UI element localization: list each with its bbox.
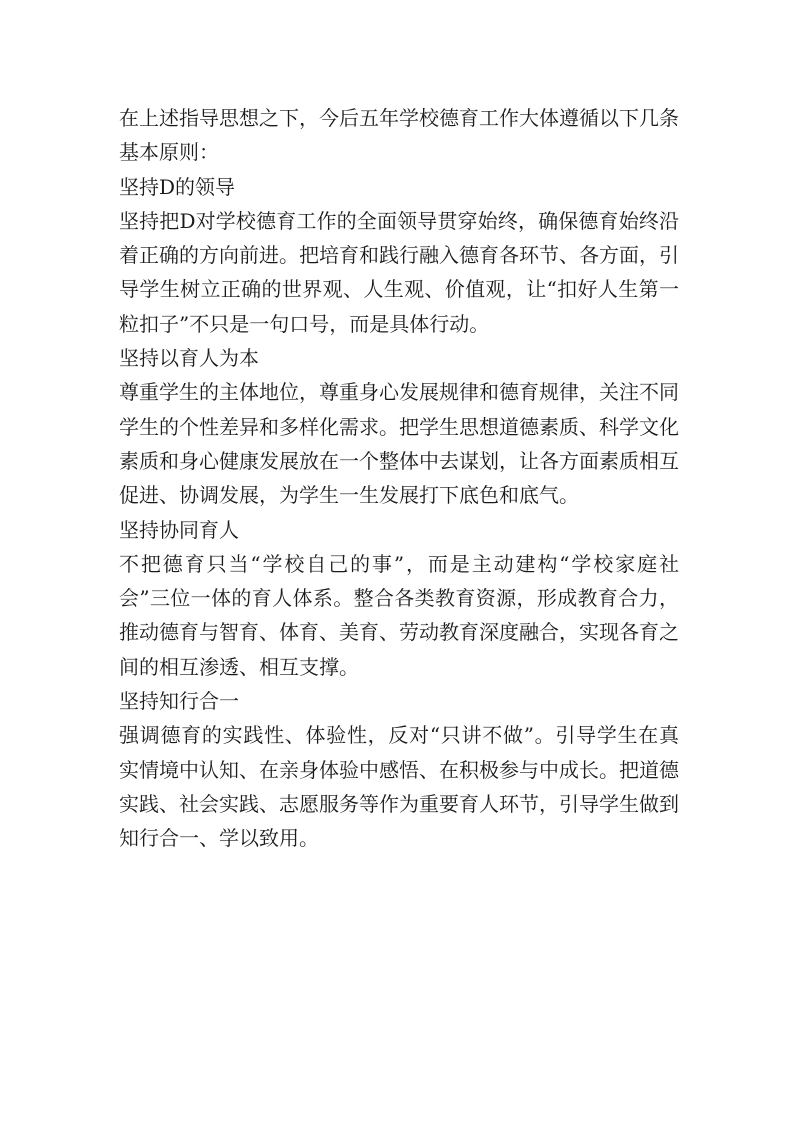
principle-paragraph-student-centered: 尊重学生的主体地位，尊重身心发展规律和德育规律，关注不同学生的个性差异和多样化需求。把学生思想道德素质、科学文化素质和身心健康发展放在一个整体中去谋划，让各方面素质相互促进、协调发展，为学生一生发展打下底色和底气。	[119, 380, 679, 508]
principle-paragraph-knowledge-action: 强调德育的实践性、体验性，反对“只讲不做”。引导学生在真实情境中认知、在亲身体验中感悟、在积极参与中成长。把道德实践、社会实践、志愿服务等作为重要育人环节，引导学生做到知行合一、学以致用。	[119, 723, 679, 851]
principle-heading-collaborative: 坚持协同育人	[119, 517, 239, 542]
principle-paragraph-collaborative: 不把德育只当“学校自己的事”，而是主动建构“学校家庭社会”三位一体的育人体系。整合各类教育资源，形成教育合力，推动德育与智育、体育、美育、劳动教育深度融合，实现各育之间的相互渗透、相互支撑。	[119, 551, 679, 679]
document-body	[119, 101, 679, 856]
principle-heading-knowledge-action: 坚持知行合一	[119, 689, 239, 714]
principle-paragraph-leadership: 坚持把D对学校德育工作的全面领导贯穿始终，确保德育始终沿着正确的方向前进。把培育和践行融入德育各环节、各方面，引导学生树立正确的世界观、人生观、价值观，让“扣好人生第一粒扣子”不只是一句口号，而是具体行动。	[119, 208, 679, 336]
principle-heading-leadership: 坚持D的领导	[119, 174, 236, 199]
principle-heading-student-centered: 坚持以育人为本	[119, 346, 259, 371]
intro-paragraph: 在上述指导思想之下，今后五年学校德育工作大体遵循以下几条基本原则：	[119, 106, 679, 165]
